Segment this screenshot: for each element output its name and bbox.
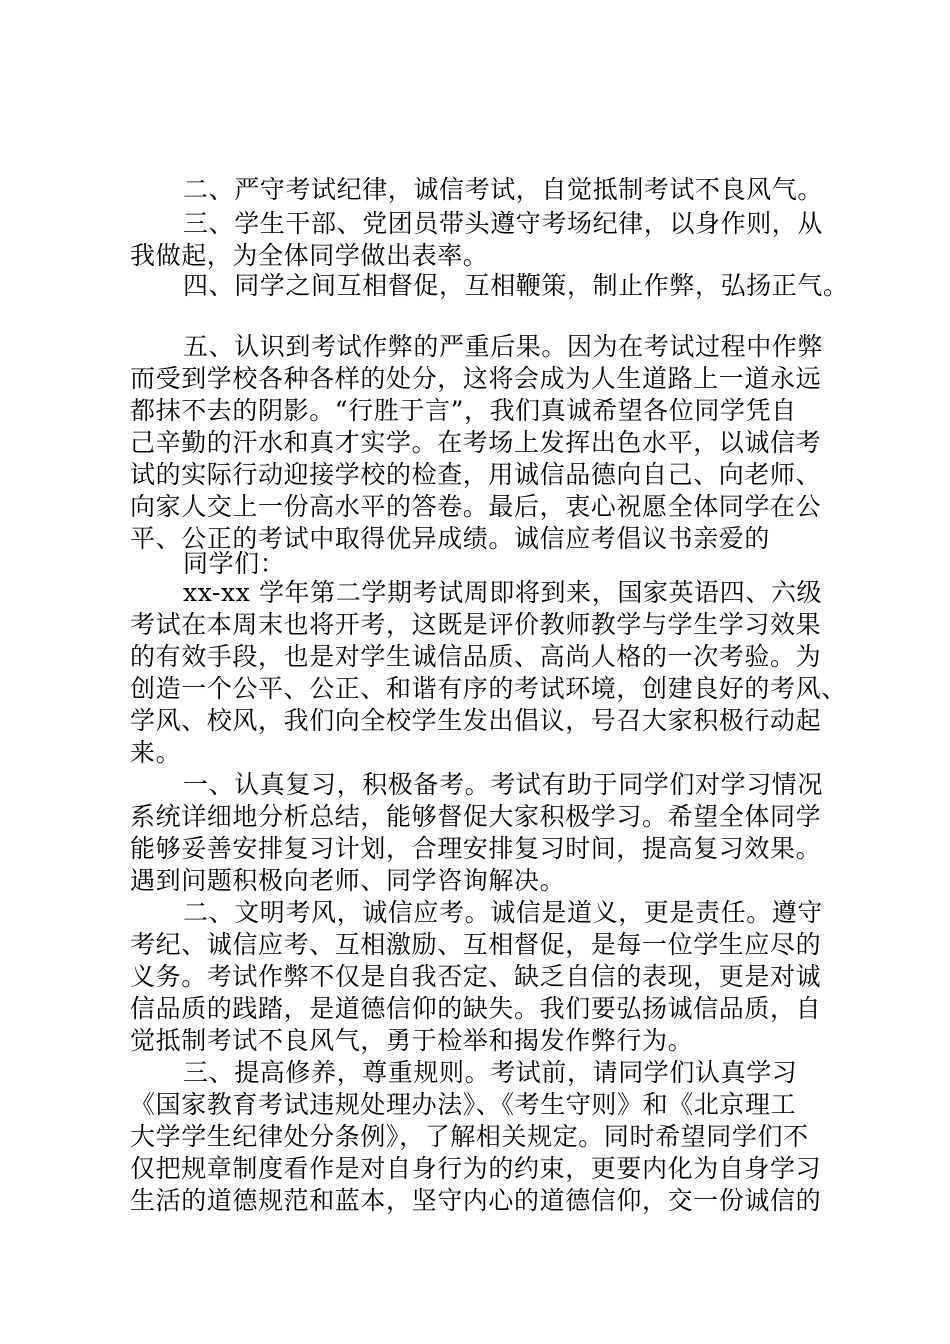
text-line: 平、公正的考试中取得优异成绩。诚信应考倡议书亲爱的 xyxy=(130,524,771,553)
text-line: 同学们： xyxy=(183,549,286,578)
text-line: 四、同学之间互相督促，互相鞭策，制止作弊，弘扬正气。 xyxy=(183,271,849,300)
text-line: 考纪、诚信应考、互相激励、互相督促，是每一位学生应尽的 xyxy=(130,930,822,959)
text-line: 三、提高修养，尊重规则。考试前，请同学们认真学习 xyxy=(183,1058,798,1087)
text-line: 信品质的践踏，是道德信仰的缺失。我们要弘扬诚信品质，自 xyxy=(130,994,822,1023)
text-line: 义务。考试作弊不仅是自我否定、缺乏自信的表现，更是对诚 xyxy=(130,962,822,991)
text-line: 考试在本周末也将开考，这既是评价教师教学与学生学习效果 xyxy=(130,610,822,639)
text-line: 二、文明考风，诚信应考。诚信是道义，更是责任。遵守 xyxy=(183,898,824,927)
text-line: 系统详细地分析总结，能够督促大家积极学习。希望全体同学 xyxy=(130,802,822,831)
text-line: 一、认真复习，积极备考。考试有助于同学们对学习情况 xyxy=(183,770,824,799)
text-line: 我做起，为全体同学做出表率。 xyxy=(130,241,489,270)
text-line: 试的实际行动迎接学校的检查，用诚信品德向自己、向老师、 xyxy=(130,460,822,489)
text-line: 大学学生纪律处分条例》，了解相关规定。同时希望同学们不 xyxy=(130,1122,809,1151)
text-line: 《国家教育考试违规处理办法》、《考生守则》和《北京理工 xyxy=(130,1090,797,1119)
text-line: 创造一个公平、公正、和谐有序的考试环境，创建良好的考风、 xyxy=(130,674,847,703)
text-line: 的有效手段，也是对学生诚信品质、高尚人格的一次考验。为 xyxy=(130,642,822,671)
text-line: xx-xx 学年第二学期考试周即将到来，国家英语四、六级 xyxy=(183,578,823,607)
text-line: 己辛勤的汗水和真才实学。在考场上发挥出色水平，以诚信考 xyxy=(130,428,822,457)
text-line: 向家人交上一份高水平的答卷。最后，衷心祝愿全体同学在公 xyxy=(130,492,822,521)
text-line: 能够妥善安排复习计划，合理安排复习时间，提高复习效果。 xyxy=(130,834,822,863)
text-line: 来。 xyxy=(130,738,182,767)
text-line: 学风、校风，我们向全校学生发出倡议，号召大家积极行动起 xyxy=(130,706,822,735)
text-line: 仅把规章制度看作是对自身行为的约束，更要内化为自身学习 xyxy=(130,1154,822,1183)
text-line: 都抹不去的阴影。“行胜于言”，我们真诚希望各位同学凭自 xyxy=(130,396,797,425)
text-line: 觉抵制考试不良风气，勇于检举和揭发作弊行为。 xyxy=(130,1026,694,1055)
text-line: 五、认识到考试作弊的严重后果。因为在考试过程中作弊 xyxy=(183,332,824,361)
text-line: 而受到学校各种各样的处分，这将会成为人生道路上一道永远 xyxy=(130,364,822,393)
text-line: 二、严守考试纪律，诚信考试，自觉抵制考试不良风气。 xyxy=(183,175,824,204)
text-line: 三、学生干部、党团员带头遵守考场纪律，以身作则，从 xyxy=(183,209,824,238)
text-line: 遇到问题积极向老师、同学咨询解决。 xyxy=(130,866,566,895)
text-line: 生活的道德规范和蓝本，坚守内心的道德信仰，交一份诚信的 xyxy=(130,1186,822,1215)
